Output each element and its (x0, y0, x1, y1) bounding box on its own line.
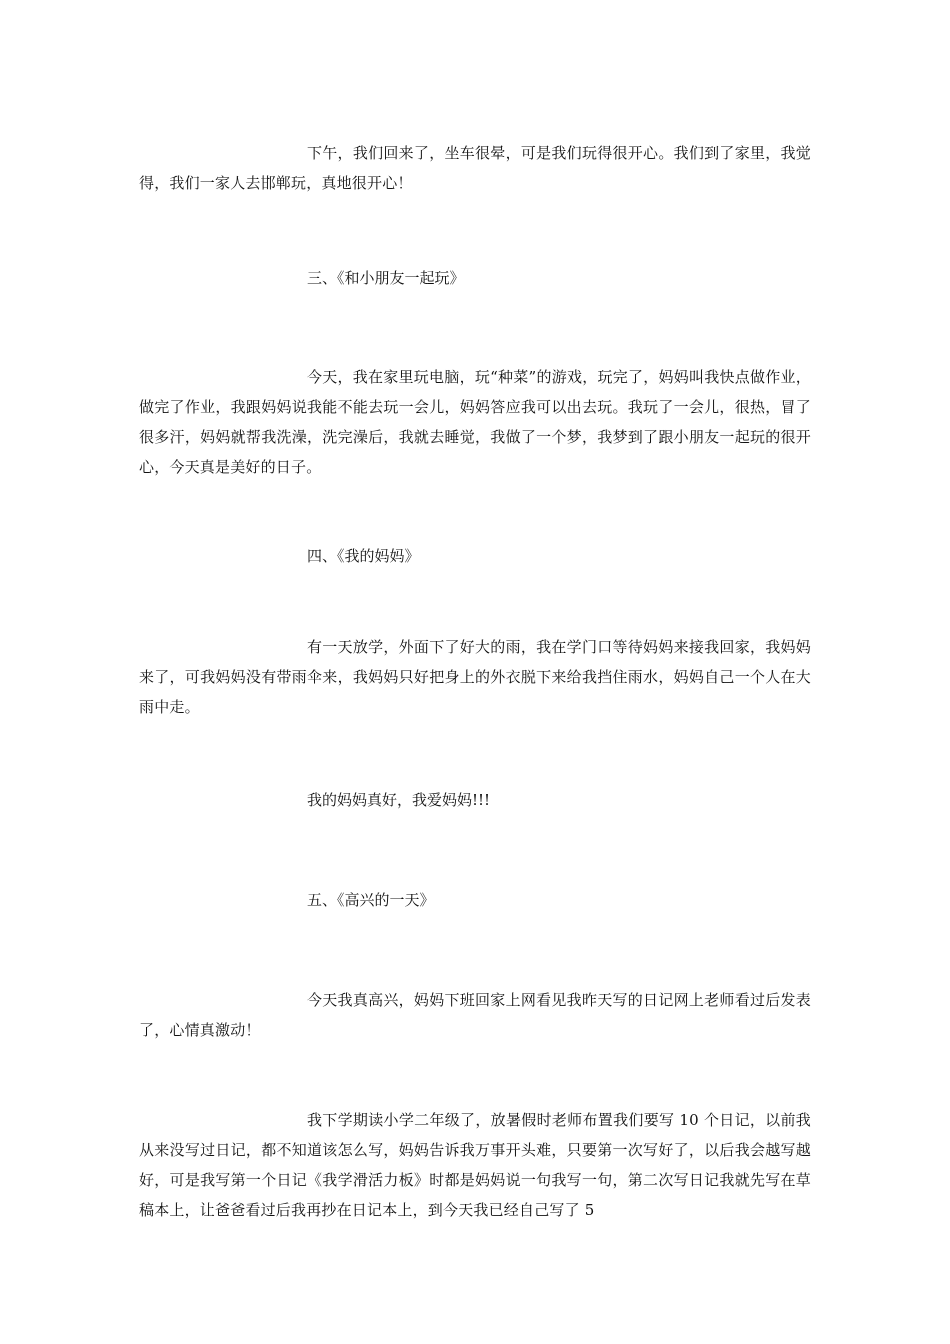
paragraph-rainy-day: 有一天放学，外面下了好大的雨，我在学门口等待妈妈来接我回家，我妈妈来了，可我妈妈没有带雨伞来，我妈妈只好把身上的外衣脱下来给我挡住雨水，妈妈自己一个人在大雨中走。 (139, 638, 811, 716)
paragraph-happy-day: 今天我真高兴，妈妈下班回家上网看见我昨天写的日记网上老师看过后发表了，心情真激动！ (139, 991, 811, 1039)
heading-section-5: 五、《高兴的一天》 (307, 891, 435, 909)
heading-section-4: 四、《我的妈妈》 (307, 547, 420, 565)
paragraph-diary-writing: 我下学期读小学二年级了，放暑假时老师布置我们要写 10 个日记，以前我从来没写过日记，都不知道该怎么写，妈妈告诉我万事开头难，只要第一次写好了，以后我会越写越好，可是我写第一个日记《我学滑活力板》时都是妈妈说一句我写一句，第二次写日记我就先写在草稿本上，让爸爸看过后我再抄在日记本上，到今天我已经自己写了 5 (139, 1111, 811, 1219)
heading-section-3: 三、《和小朋友一起玩》 (307, 269, 465, 287)
paragraph-love-mom: 我的妈妈真好，我爱妈妈!!! (307, 791, 491, 809)
paragraph-play-with-friends: 今天，我在家里玩电脑，玩“种菜”的游戏，玩完了，妈妈叫我快点做作业，做完了作业，我跟妈妈说我能不能去玩一会儿，妈妈答应我可以出去玩。我玩了一会儿，很热，冒了很多汗，妈妈就帮我洗澡，洗完澡后，我就去睡觉，我做了一个梦，我梦到了跟小朋友一起玩的很开心，今天真是美好的日子。 (139, 368, 811, 476)
paragraph-return-home: 下午，我们回来了，坐车很晕，可是我们玩得很开心。我们到了家里，我觉得，我们一家人去邯郸玩，真地很开心！ (139, 144, 811, 192)
